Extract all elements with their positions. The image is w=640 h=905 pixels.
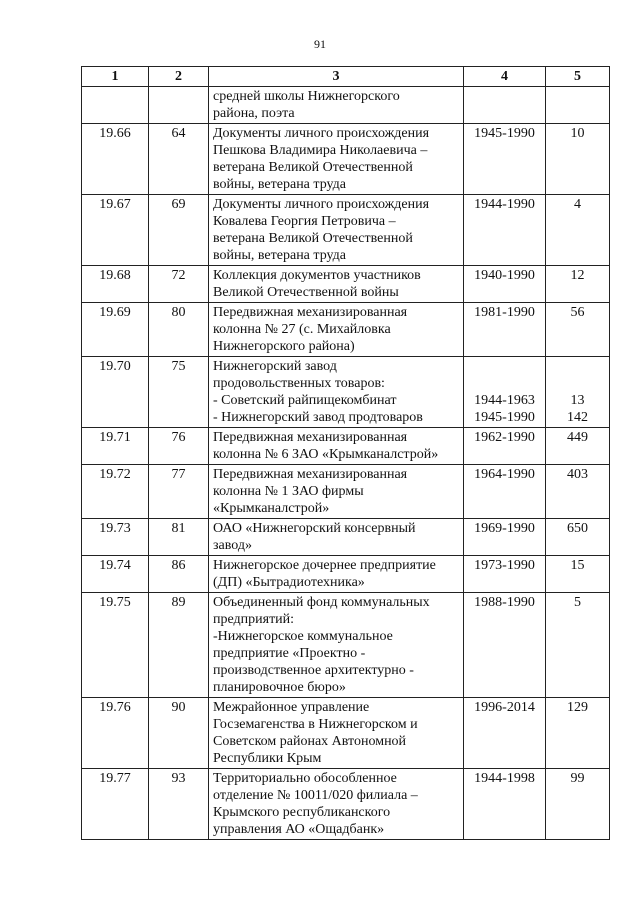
description-line: Передвижная механизированная (213, 305, 408, 320)
years-line: 1969-1990 (474, 521, 535, 536)
table-row (82, 769, 610, 840)
fund-cell: 90 (149, 698, 209, 769)
description-cell (209, 593, 464, 698)
count-cell (546, 519, 610, 556)
fund-cell (149, 87, 209, 124)
description-line: Крымского республиканского (213, 805, 391, 820)
description-line: управления АО «Ощадбанк» (213, 822, 385, 837)
count-cell (546, 465, 610, 519)
code-cell (82, 87, 149, 124)
description-line: Территориально обособленное (213, 771, 397, 786)
fund-cell: 80 (149, 303, 209, 357)
count-cell (546, 303, 610, 357)
description-cell (209, 698, 464, 769)
page-number: 91 (314, 37, 326, 51)
description-cell (209, 303, 464, 357)
table-row (82, 303, 610, 357)
years-line: 1973-1990 (474, 558, 535, 573)
description-cell (209, 465, 464, 519)
years-cell (464, 556, 546, 593)
description-line: войны, ветерана труда (213, 177, 346, 192)
continuation-row (82, 87, 610, 124)
description-line: продовольственных товаров: (213, 376, 385, 391)
description-line: Нижнегорского района) (213, 339, 355, 354)
description-line: отделение № 10011/020 филиала – (213, 788, 418, 803)
description-cell (209, 266, 464, 303)
count-line: 56 (570, 305, 585, 320)
description-line: Республики Крым (213, 751, 322, 766)
years-line: 1944-1998 (474, 771, 535, 786)
count-cell (546, 428, 610, 465)
count-cell (546, 87, 610, 124)
description-line: Нижнегорский завод (213, 359, 337, 374)
description-line: колонна № 27 (с. Михайловка (213, 322, 391, 337)
description-cell (209, 769, 464, 840)
description-line: предприятий: (213, 612, 295, 627)
table-row (82, 698, 610, 769)
description-cell (209, 87, 464, 124)
code-cell: 19.74 (82, 556, 149, 593)
fund-cell: 81 (149, 519, 209, 556)
table-row (82, 556, 610, 593)
table-row (82, 519, 610, 556)
header-cell: 3 (209, 67, 464, 87)
count-line: 15 (570, 558, 585, 573)
count-line: 10 (570, 126, 585, 141)
count-line: 142 (567, 410, 588, 425)
years-cell (464, 303, 546, 357)
fund-cell: 93 (149, 769, 209, 840)
fund-cell: 76 (149, 428, 209, 465)
years-line: 1964-1990 (474, 467, 535, 482)
description-line: завод» (213, 538, 252, 553)
header-row (82, 67, 610, 87)
description-line: Документы личного происхождения (213, 126, 430, 141)
years-cell (464, 124, 546, 195)
count-cell (546, 698, 610, 769)
code-cell: 19.67 (82, 195, 149, 266)
table-row (82, 124, 610, 195)
description-line: ветерана Великой Отечественной (213, 231, 413, 246)
years-line: 1940-1990 (474, 268, 535, 283)
fund-cell: 69 (149, 195, 209, 266)
description-cell (209, 124, 464, 195)
count-cell (546, 556, 610, 593)
description-line: Передвижная механизированная (213, 430, 408, 445)
years-cell (464, 428, 546, 465)
description-line: - Нижнегорский завод продтоваров (213, 410, 423, 425)
count-line: 99 (570, 771, 585, 786)
table-row (82, 465, 610, 519)
fund-cell: 86 (149, 556, 209, 593)
header-cell: 4 (464, 67, 546, 87)
description-cell (209, 519, 464, 556)
description-line: Передвижная механизированная (213, 467, 408, 482)
years-line (468, 375, 541, 392)
fund-cell: 64 (149, 124, 209, 195)
table-row (82, 428, 610, 465)
count-line: 403 (567, 467, 588, 482)
fund-cell: 75 (149, 357, 209, 428)
description-line: колонна № 6 ЗАО «Крымканалстрой» (213, 447, 439, 462)
count-line: 650 (567, 521, 588, 536)
fund-cell: 77 (149, 465, 209, 519)
description-line: «Крымканалстрой» (213, 501, 330, 516)
header-cell: 5 (546, 67, 610, 87)
description-line: Великой Отечественной войны (213, 285, 399, 300)
description-line: Ковалева Георгия Петровича – (213, 214, 396, 229)
description-cell (209, 195, 464, 266)
years-line: 1962-1990 (474, 430, 535, 445)
description-line: Пешкова Владимира Николаевича – (213, 143, 428, 158)
years-cell (464, 593, 546, 698)
count-line: 129 (567, 700, 588, 715)
description-line: Документы личного происхождения (213, 197, 430, 212)
description-line: Нижнегорское дочернее предприятие (213, 558, 436, 573)
code-cell: 19.75 (82, 593, 149, 698)
years-cell (464, 519, 546, 556)
years-cell (464, 195, 546, 266)
description-line: района, поэта (213, 106, 295, 121)
years-cell (464, 769, 546, 840)
years-cell (464, 465, 546, 519)
years-line: 1988-1990 (474, 595, 535, 610)
fund-cell: 72 (149, 266, 209, 303)
table-body (82, 87, 610, 840)
count-cell (546, 124, 610, 195)
description-line: Госземагенства в Нижнегорском и (213, 717, 418, 732)
table-row (82, 266, 610, 303)
description-line: колонна № 1 ЗАО фирмы (213, 484, 364, 499)
description-line: -Нижнегорское коммунальное (213, 629, 393, 644)
code-cell: 19.77 (82, 769, 149, 840)
description-line: средней школы Нижнегорского (213, 89, 400, 104)
count-line (550, 358, 605, 375)
years-line (468, 358, 541, 375)
description-line: Межрайонное управление (213, 700, 370, 715)
description-line: войны, ветерана труда (213, 248, 346, 263)
code-cell: 19.70 (82, 357, 149, 428)
description-line: ОАО «Нижнегорский консервный (213, 521, 416, 536)
code-cell: 19.69 (82, 303, 149, 357)
count-cell (546, 769, 610, 840)
count-cell (546, 195, 610, 266)
code-cell: 19.71 (82, 428, 149, 465)
count-line: 449 (567, 430, 588, 445)
description-cell (209, 428, 464, 465)
years-line: 1945-1990 (474, 126, 535, 141)
register-table (81, 66, 610, 840)
fund-cell: 89 (149, 593, 209, 698)
description-line: ветерана Великой Отечественной (213, 160, 413, 175)
count-line: 5 (574, 595, 581, 610)
table-row (82, 195, 610, 266)
count-line: 12 (570, 268, 585, 283)
description-line: Объединенный фонд коммунальных (213, 595, 430, 610)
count-line: 4 (574, 197, 581, 212)
years-cell (464, 266, 546, 303)
years-line: 1996-2014 (474, 700, 535, 715)
count-cell (546, 593, 610, 698)
count-cell (546, 266, 610, 303)
years-line: 1944-1990 (474, 197, 535, 212)
code-cell: 19.68 (82, 266, 149, 303)
header-cell: 1 (82, 67, 149, 87)
header-cell: 2 (149, 67, 209, 87)
description-line: предприятие «Проектно - (213, 646, 366, 661)
description-line: Коллекция документов участников (213, 268, 421, 283)
years-line: 1945-1990 (474, 410, 535, 425)
table-row (82, 593, 610, 698)
code-cell: 19.73 (82, 519, 149, 556)
years-cell (464, 357, 546, 428)
description-line: производственное архитектурно - (213, 663, 414, 678)
table-row (82, 357, 610, 428)
description-line: - Советский райпищекомбинат (213, 393, 397, 408)
code-cell: 19.66 (82, 124, 149, 195)
count-line (550, 375, 605, 392)
code-cell: 19.72 (82, 465, 149, 519)
code-cell: 19.76 (82, 698, 149, 769)
description-cell (209, 357, 464, 428)
description-line: планировочное бюро» (213, 680, 346, 695)
description-cell (209, 556, 464, 593)
years-cell (464, 698, 546, 769)
count-line: 13 (570, 393, 585, 408)
years-line: 1944-1963 (474, 393, 535, 408)
count-cell (546, 357, 610, 428)
years-cell (464, 87, 546, 124)
description-line: (ДП) «Бытрадиотехника» (213, 575, 365, 590)
years-line: 1981-1990 (474, 305, 535, 320)
description-line: Советском районах Автономной (213, 734, 407, 749)
